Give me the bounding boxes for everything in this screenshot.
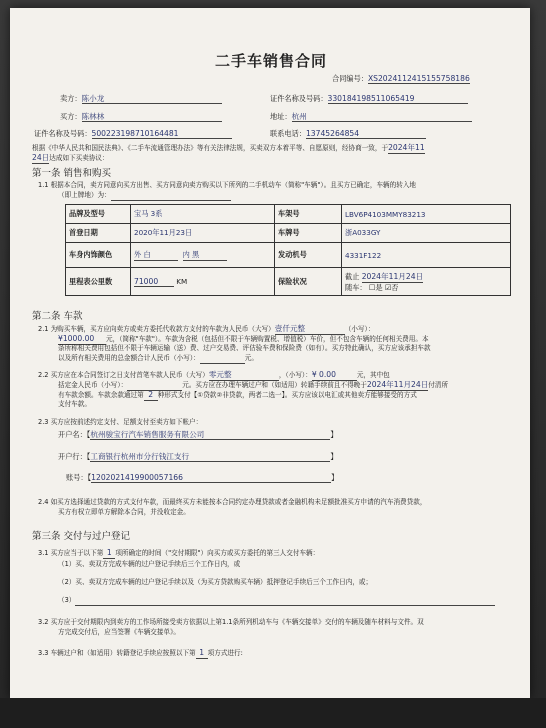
contract-number [332, 74, 470, 84]
insurance-label: 保险状况 [275, 268, 342, 296]
clause-3-2-line-1: 3.2 买方应于交付期限内到卖方的工作场所接受卖方依据以上第1.1条所列机动车与《车辆交接单》交付的车辆及随车材料与文件。双 [38, 618, 424, 626]
bank-label: 开户行： [58, 452, 87, 461]
bank-holder-row: 开户名：【杭州骏宝行汽车销售服务有限公司 】 [58, 430, 338, 439]
clause-2-1-line-4 [58, 354, 258, 364]
color-interior: 内 黑 [183, 250, 227, 261]
engine-label: 发动机号 [275, 243, 342, 268]
no-label: 否 [391, 282, 399, 292]
sign-day: 24日 [32, 153, 50, 162]
section-1-title: 第一条 销售和购买 [32, 168, 112, 179]
color-exterior: 外 白 [134, 250, 178, 261]
account-value: 1202021419900057166 [91, 473, 331, 483]
mileage-label: 里程表公里数 [66, 268, 131, 296]
seller-row [60, 94, 222, 104]
insurance-until: 截止 [345, 271, 360, 281]
price-amount: ¥1000.00 [58, 334, 106, 345]
price-small-label: （小写）： [344, 325, 375, 333]
account-row: 账号：【1202021419900057166 】 [66, 473, 339, 482]
clause-1-1b-text: （即上牌地）为： [58, 191, 111, 199]
seller-name: 陈小龙 [82, 94, 222, 104]
clause-3-1b: 项所确定的时间（"交付期限"）向买方或买方委托的第三人交付车辆： [115, 549, 320, 557]
deposit-small-label: ，（小写）： [278, 371, 312, 379]
insurance-date: 2024年11月24日 [361, 271, 424, 281]
intro-text: 根据《中华人民共和国民法典》、《二手车流通管理办法》等有关法律法规，买卖双方本着平等、自愿原则，经协商一致，于 [32, 144, 389, 152]
vin-value: LBV6P4103MMY83213 [342, 205, 511, 224]
clause-2-4-line-1: 2.4 如买方选择通过贷款的方式支付车款，而最终买方未能按本合同约定办理贷款或者金融机构未足额批准买方申请的汽车消费贷款， [38, 498, 427, 506]
payment-deadline: 2024年11月24日 [366, 380, 429, 389]
payment-method-number: 2 [144, 390, 158, 401]
mileage-unit: KM [176, 276, 188, 286]
address-label: 地址： [270, 112, 292, 121]
price-chinese: 壹仟元整 [275, 324, 345, 335]
clause-2-2g: 种形式支付【①贷款②非贷款，两者二选一】。买方应该以电汇或其他卖方能够接受的方式 [157, 391, 417, 399]
buyer-label: 买方： [60, 112, 82, 121]
seller-label: 卖方： [60, 94, 82, 103]
clause-3-1-option-2: （2）买、卖双方完成车辆的过户登记手续以及（为买方贷款购买车辆）抵押登记手续后三个工作日内，或； [58, 578, 373, 586]
intro-text-2: 达成如下买卖协议： [49, 154, 109, 162]
seller-id-value: 330184198511065419 [328, 94, 468, 104]
vin-label: 车架号 [275, 205, 342, 224]
contract-no-label: 合同编号： [332, 74, 368, 83]
clause-2-2-line-3 [58, 390, 417, 401]
clause-2-2b: 元，其中包 [356, 371, 390, 379]
clause-1-1: 1.1 根据本合同，卖方同意向买方出售、买方同意向卖方购买以下所列的二手机动车（简称"车辆"）。且买方已确定，车辆的转入地 [38, 181, 417, 189]
clause-2-1b: 元，（简称"车款"）。车款为含税（包括但不限于车辆购置税、增值税）车价，但不包含车辆的任何相关费用。本 [106, 335, 429, 343]
clause-3-3 [38, 648, 243, 659]
reg-label: 首登日期 [66, 224, 131, 243]
clause-2-2d: 元。买方应在办理车辆过户和（如适用）转籍手续前且不得晚于 [182, 381, 367, 389]
contract-paper [10, 8, 530, 698]
clause-3-1a: 3.1 买方应当于以下第 [38, 549, 104, 557]
intro-line-2 [32, 153, 109, 164]
reg-value: 2020年11月23日 [131, 224, 275, 243]
bank-value: 工商银行杭州市分行钱江支行 [90, 452, 330, 462]
section-3-title: 第三条 交付与过户登记 [32, 531, 131, 542]
buyer-name: 陈林林 [82, 112, 222, 122]
mileage-value: 71000 [134, 277, 174, 287]
clause-3-3b: 项方式进行: [207, 649, 243, 657]
insurance-cell [342, 268, 511, 296]
phone-value: 13745264854 [306, 129, 426, 139]
bank-holder-label: 开户名： [58, 430, 87, 439]
clause-2-4-line-2: 买方有权立即单方解除本合同，并没收定金。 [58, 508, 190, 516]
seller-id-row [270, 94, 468, 104]
insurance-transfer-label: 随车： [345, 282, 367, 292]
yes-label: 是 [375, 282, 383, 292]
account-label: 账号： [66, 473, 88, 482]
vehicle-info-table [65, 204, 511, 296]
clause-2-1e: 元。 [244, 354, 258, 362]
mileage-cell [131, 268, 275, 296]
phone-row [270, 129, 426, 139]
brand-label: 品牌及型号 [66, 205, 131, 224]
address-value: 杭州 [292, 112, 472, 122]
plate-label: 车牌号 [275, 224, 342, 243]
bank-row: 开户行：【工商银行杭州市分行钱江支行 】 [58, 452, 338, 461]
plate-value: 浙A033GY [342, 224, 511, 243]
engine-value: 4331F122 [342, 243, 511, 268]
deposit-amount: ¥ 0.00 [312, 370, 357, 381]
table-surface [0, 698, 546, 728]
clause-2-2-line-4: 支付车款。 [58, 400, 91, 408]
seller-id-label: 证件名称及号码： [270, 94, 328, 103]
clause-2-2f: 有车款余额。车款余款通过第 [58, 391, 144, 399]
clause-2-2c: 括定金人民币（小写）： [58, 381, 128, 389]
clause-3-1-option-3 [58, 596, 495, 606]
contract-no-value: XS20241124151557581​86 [367, 74, 470, 83]
buyer-id-value: 500223198710164481 [92, 129, 232, 139]
clause-2-2a: 2.2 买方应在本合同签订之日支付首笔车款人民币（大写） [38, 371, 209, 379]
clause-2-2e: 付清所 [428, 381, 449, 389]
clause-2-1a: 2.1 为购买车辆，买方应向卖方或卖方委托代收款方支付的车款为人民币（大写） [38, 325, 275, 333]
clause-3-1-option-1: （1）买、卖双方完成车辆的过户登记手续后三个工作日内，或 [58, 560, 241, 568]
buyer-row [60, 112, 222, 122]
bank-holder-value: 杭州骏宝行汽车销售服务有限公司 [90, 430, 330, 440]
buyer-id-label: 证件名称及号码： [34, 129, 92, 138]
checkbox-yes[interactable]: ☐ [368, 282, 376, 292]
address-row [270, 112, 472, 122]
section-2-title: 第二条 车款 [32, 311, 83, 322]
clause-3-3a: 3.3 车辆过户和（如适用）转籍登记手续应按照以下第 [38, 649, 196, 657]
color-label: 车身内饰颜色 [66, 243, 131, 268]
transfer-option-number: 1 [196, 648, 208, 659]
clause-3-2-line-2: 方完成交付后，应当签署《车辆交接单》。 [58, 628, 180, 636]
color-value [131, 243, 275, 268]
buyer-id-row [34, 129, 232, 139]
clause-2-3: 2.3 买方应按前述约定支付、足额支付至卖方如下帐户： [38, 418, 203, 426]
clause-1-1b [58, 191, 231, 201]
clause-3-1-option-3-label: （3） [58, 596, 76, 604]
checkbox-no[interactable]: ☑ [384, 282, 392, 292]
contract-title: 二手车销售合同 [215, 52, 328, 70]
brand-value: 宝马 3系 [131, 205, 275, 224]
clause-2-1d: 以及所有相关费用的总金额合计人民币（小写）： [58, 354, 200, 362]
deposit-chinese: 零元整 [209, 370, 279, 381]
delivery-option-number: 1 [103, 548, 115, 559]
sign-year: 2024年11 [388, 143, 425, 152]
clause-2-1-line-3: 条所称相关费用包括但不限于车辆运输（送）费、过户交易费、评估验车费和保险费（如有）。买方特此确认，买方应该承担车款 [58, 344, 431, 352]
clause-3-1 [38, 548, 319, 559]
phone-label: 联系电话： [270, 129, 306, 138]
